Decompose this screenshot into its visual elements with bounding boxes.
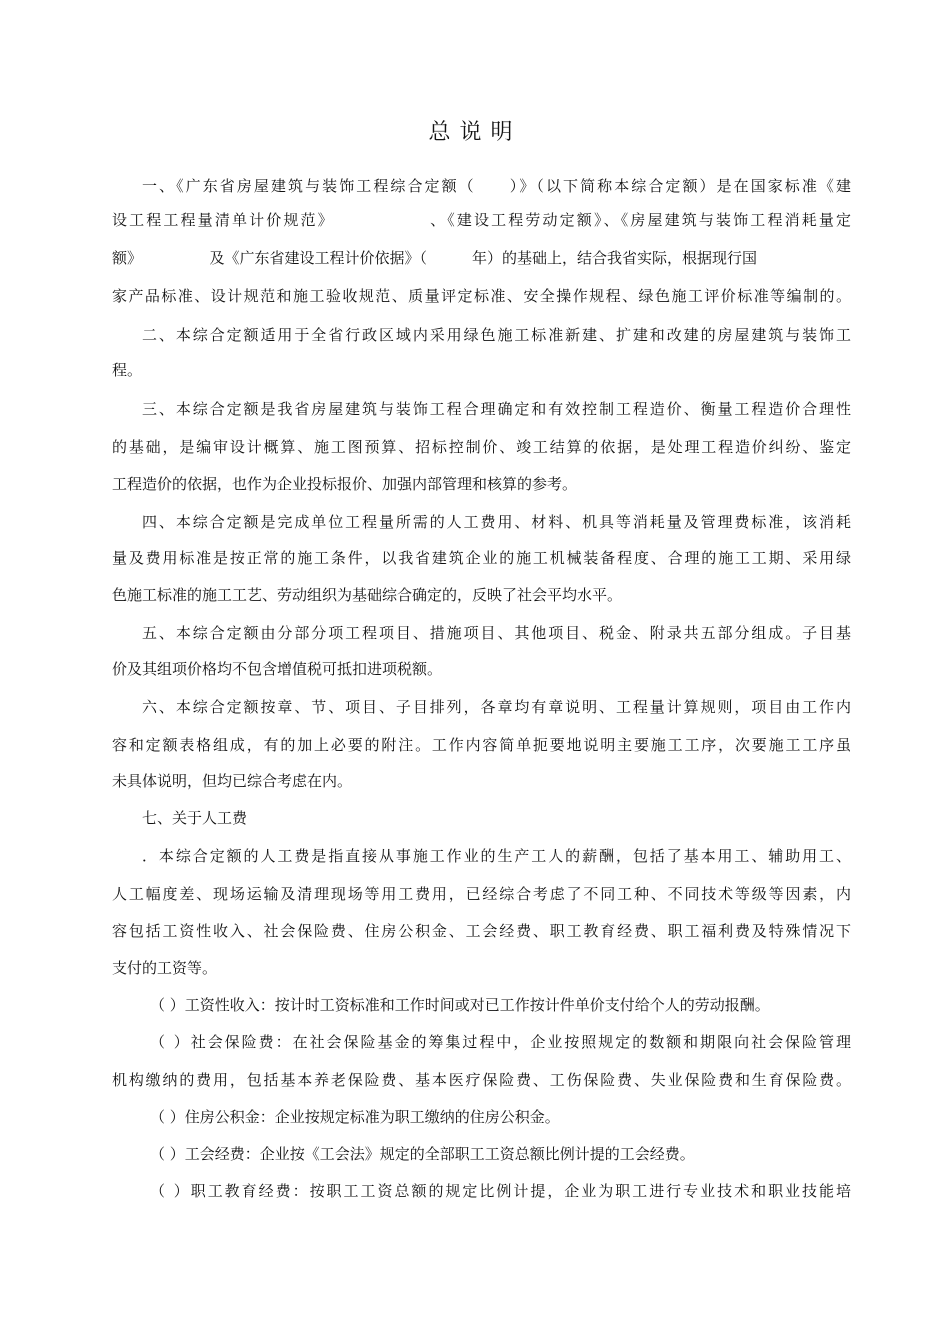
section-7-heading: 七、关于人工费 xyxy=(142,809,248,827)
item-social-insurance-line-2: 机构缴纳的费用，包括基本养老保险费、基本医疗保险费、工伤保险费、失业保险费和生育保险费。 xyxy=(112,1071,851,1089)
para-1-line-3: 额》 及《广东省建设工程计价依据》（ 年）的基础上，结合我省实际，根据现行国 xyxy=(112,249,758,267)
para-labor-line-1: ．本综合定额的人工费是指直接从事施工作业的生产工人的薪酬，包括了基本用工、辅助用工、 xyxy=(142,847,851,865)
para-6-line-3: 未具体说明，但均已综合考虑在内。 xyxy=(112,772,353,790)
item-education-fee: （ ）职工教育经费：按职工工资总额的规定比例计提，企业为职工进行专业技术和职业技能培 xyxy=(150,1182,851,1200)
para-5-line-2: 价及其组项价格均不包含增值税可抵扣进项税额。 xyxy=(112,660,443,678)
page-title: 总说明 xyxy=(428,120,522,145)
para-2-line-2: 程。 xyxy=(112,361,143,379)
para-1-line-1: 一、《广东省房屋建筑与装饰工程综合定额（ ）》（以下简称本综合定额）是在国家标准《建 xyxy=(142,177,851,195)
para-labor-line-4: 支付的工资等。 xyxy=(112,959,218,977)
para-3-line-2: 的基础，是编审设计概算、施工图预算、招标控制价、竣工结算的依据，是处理工程造价纠纷、鉴定 xyxy=(112,438,851,456)
para-4-line-3: 色施工标准的施工工艺、劳动组织为基础综合确定的，反映了社会平均水平。 xyxy=(112,586,623,604)
para-4-line-2: 量及费用标准是按正常的施工条件，以我省建筑企业的施工机械装备程度、合理的施工工期、采用绿 xyxy=(112,549,851,567)
para-2-line-1: 二、本综合定额适用于全省行政区域内采用绿色施工标准新建、扩建和改建的房屋建筑与装饰工 xyxy=(142,326,851,344)
para-6-line-2: 容和定额表格组成，有的加上必要的附注。工作内容简单扼要地说明主要施工工序，次要施工工序虽 xyxy=(112,736,851,754)
para-labor-line-2: 人工幅度差、现场运输及清理现场等用工费用，已经综合考虑了不同工种、不同技术等级等因素，内 xyxy=(112,885,851,903)
item-social-insurance-line-1: （ ）社会保险费：在社会保险基金的筹集过程中，企业按照规定的数额和期限向社会保险管理 xyxy=(150,1033,851,1051)
item-union-fee: （ ）工会经费：企业按《工会法》规定的全部职工工资总额比例计提的工会经费。 xyxy=(150,1145,695,1163)
para-3-line-1: 三、本综合定额是我省房屋建筑与装饰工程合理确定和有效控制工程造价、衡量工程造价合理性 xyxy=(142,400,851,418)
para-4-line-1: 四、本综合定额是完成单位工程量所需的人工费用、材料、机具等消耗量及管理费标准，该消耗 xyxy=(142,513,851,531)
item-wage-income: （ ）工资性收入：按计时工资标准和工作时间或对已工作按计件单价支付给个人的劳动报酬。 xyxy=(150,996,770,1014)
para-6-line-1: 六、本综合定额按章、节、项目、子目排列，各章均有章说明、工程量计算规则，项目由工作内 xyxy=(142,698,851,716)
item-housing-fund: （ ）住房公积金：企业按规定标准为职工缴纳的住房公积金。 xyxy=(150,1108,560,1126)
para-labor-line-3: 容包括工资性收入、社会保险费、住房公积金、工会经费、职工教育经费、职工福利费及特殊情况下 xyxy=(112,922,851,940)
para-1-line-4: 家产品标准、设计规范和施工验收规范、质量评定标准、安全操作规程、绿色施工评价标准等编制的。 xyxy=(112,287,851,305)
para-1-line-2: 设工程工程量清单计价规范》 、《建设工程劳动定额》、《房屋建筑与装饰工程消耗量定 xyxy=(112,211,851,229)
para-5-line-1: 五、本综合定额由分部分项工程项目、措施项目、其他项目、税金、附录共五部分组成。子目基 xyxy=(142,624,851,642)
para-3-line-3: 工程造价的依据，也作为企业投标报价、加强内部管理和核算的参考。 xyxy=(112,475,578,493)
